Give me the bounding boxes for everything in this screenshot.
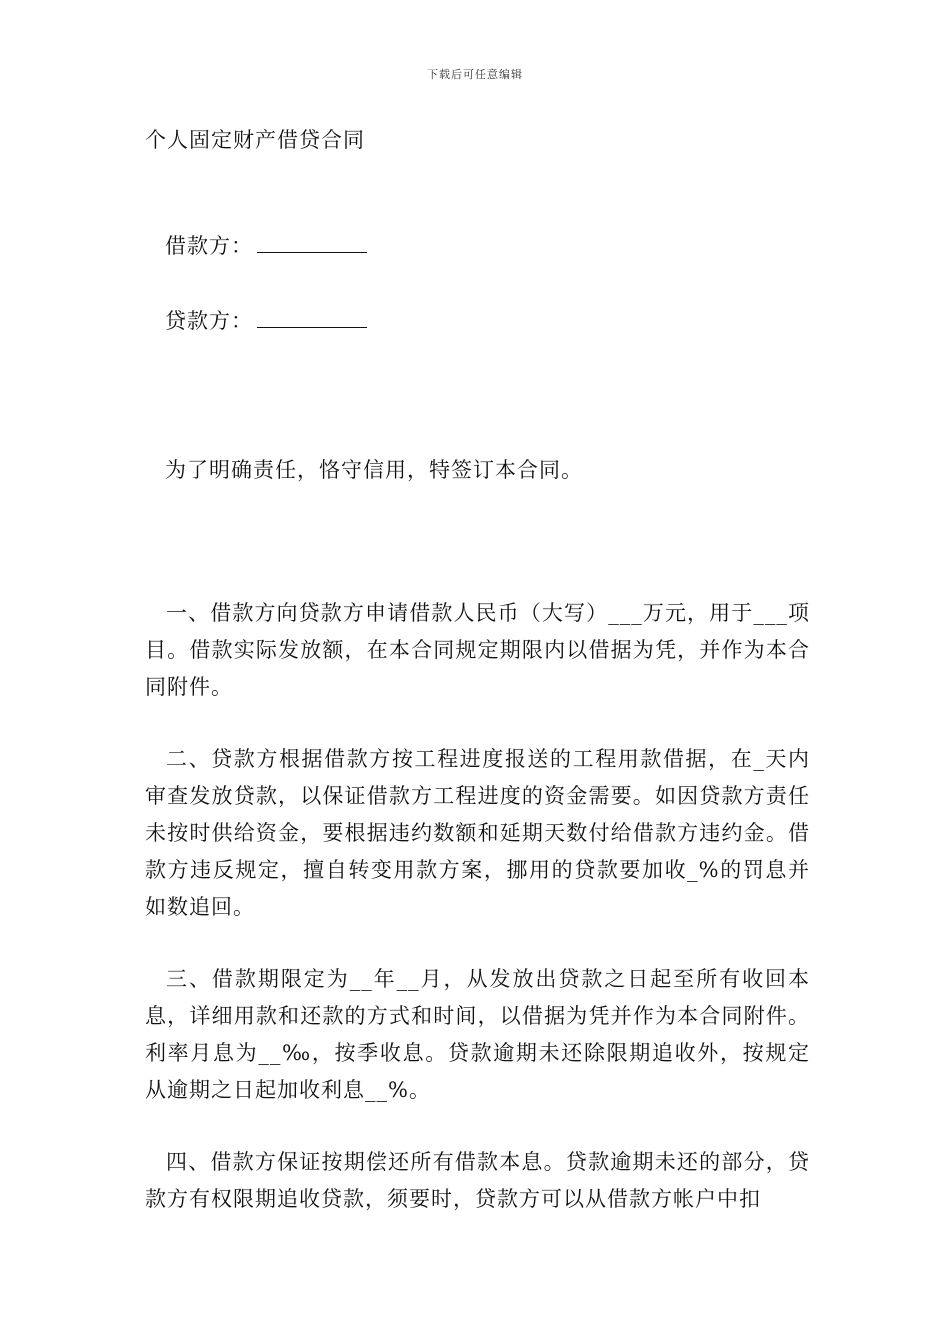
- intro-paragraph: 为了明确责任，恪守信用，特签订本合同。: [165, 458, 583, 482]
- page-header-note: 下载后可任意编辑: [427, 68, 523, 81]
- clause-4: 四、借款方保证按期偿还所有借款本息。贷款逾期未还的部分，贷款方有权限期追收贷款，须要时，贷款方可以从借款方帐户中扣: [145, 1150, 810, 1211]
- lender-label: 贷款方：: [165, 309, 253, 333]
- borrower-line: [165, 230, 367, 260]
- clause-2: 二、贷款方根据借款方按工程进度报送的工程用款借据，在_天内审查发放贷款，以保证借款方工程进度的资金需要。如因贷款方责任未按时供给资金，要根据违约数额和延期天数付给借款方违约金。借款方违反规定，擅自转变用款方案，挪用的贷款要加收_%的罚息并如数追回。: [145, 747, 810, 919]
- lender-line: [165, 305, 367, 335]
- clause-1: 一、借款方向贷款方申请借款人民币（大写）___万元，用于___项目。借款实际发放额，在本合同规定期限内以借据为凭，并作为本合同附件。: [145, 601, 810, 699]
- borrower-blank: [257, 234, 367, 253]
- clause-3: 三、借款期限定为__年__月，从发放出贷款之日起至所有收回本息，详细用款和还款的方式和时间，以借据为凭并作为本合同附件。利率月息为__‰，按季收息。贷款逾期未还除限期追收外，按规定从逾期之日起加收利息__%。: [145, 967, 810, 1102]
- document-title: 个人固定财产借贷合同: [145, 128, 365, 152]
- borrower-label: 借款方：: [165, 234, 253, 258]
- lender-blank: [257, 309, 367, 328]
- clauses-section: [145, 595, 810, 1253]
